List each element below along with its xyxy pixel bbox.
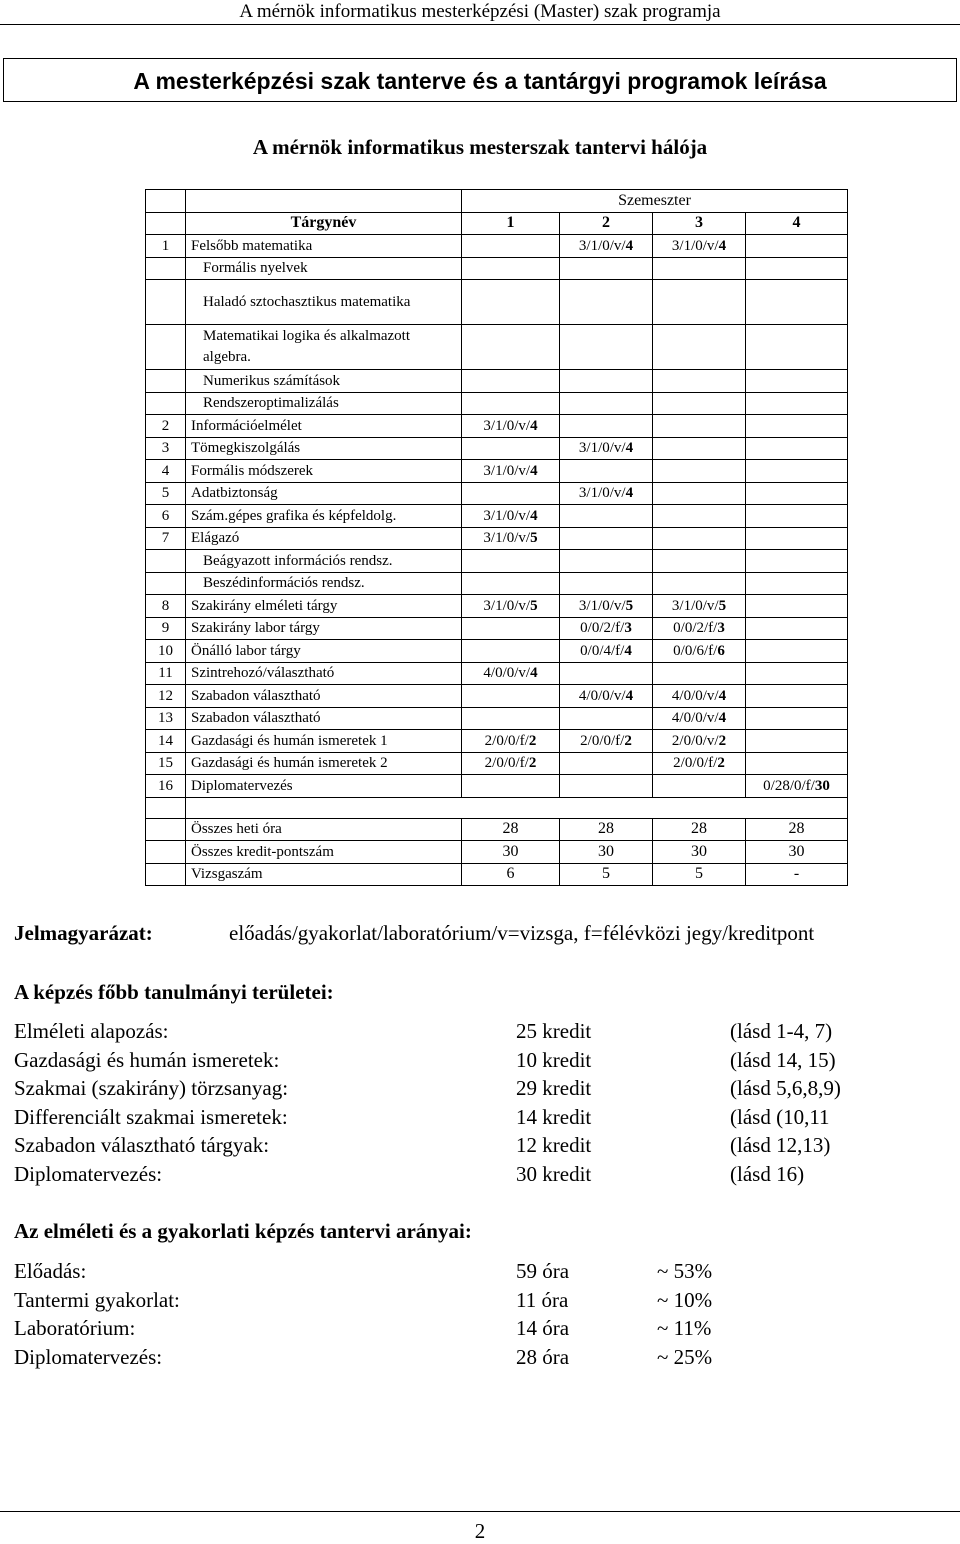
- ratio-hours: 28 óra: [516, 1344, 570, 1369]
- footer-rule: [0, 1511, 960, 1512]
- totals-row: [146, 818, 848, 841]
- semester-cell: [746, 257, 848, 280]
- row-number: [146, 257, 186, 280]
- subject-name: Elágazó: [186, 527, 462, 550]
- table-row: [146, 235, 848, 258]
- semester-cell: [653, 460, 746, 483]
- totals-value: 30: [746, 841, 848, 864]
- subject-name: Numerikus számítások: [186, 370, 462, 393]
- ratio-percent: ~ 25%: [657, 1344, 713, 1369]
- totals-label: Vizsgaszám: [186, 863, 462, 886]
- table-row: [146, 370, 848, 393]
- semester-cell: 4/0/0/v/4: [653, 707, 746, 730]
- row-number: 16: [146, 775, 186, 798]
- semester-cell: [560, 550, 653, 573]
- table-row: [146, 595, 848, 618]
- area-name: Differenciált szakmai ismeretek:: [14, 1104, 288, 1129]
- table-row: [146, 640, 848, 663]
- table-row: [146, 257, 848, 280]
- areas-title: A képzés főbb tanulmányi területei:: [14, 980, 334, 1004]
- area-name: Elméleti alapozás:: [14, 1019, 169, 1043]
- table-row: [146, 550, 848, 573]
- area-credit: 30 kredit: [516, 1162, 592, 1186]
- subject-name: Szintrehozó/választható: [186, 662, 462, 685]
- ratio-hours: 14 óra: [516, 1316, 570, 1341]
- subject-name: Gazdasági és humán ismeretek 1: [186, 730, 462, 753]
- semester-cell: 3/1/0/v/5: [653, 595, 746, 618]
- semester-cell: [462, 325, 560, 370]
- semester-cell: 3/1/0/v/4: [653, 235, 746, 258]
- ratio-percent: ~ 53%: [657, 1259, 713, 1283]
- semester-cell: [560, 505, 653, 528]
- semester-cell: [560, 527, 653, 550]
- section-subtitle: A mérnök informatikus mesterszak tantervi hálója: [252, 135, 708, 159]
- semester-cell: 0/28/0/f/30: [746, 775, 848, 798]
- row-number: 12: [146, 685, 186, 708]
- ratios-title: Az elméleti és a gyakorlati képzés tantervi arányai:: [14, 1219, 472, 1243]
- ratio-hours: 59 óra: [516, 1259, 570, 1283]
- row-number: 6: [146, 505, 186, 528]
- semester-number: 2: [560, 212, 653, 235]
- subject-name: Szakirány labor tárgy: [186, 617, 462, 640]
- area-name: Szakmai (szakirány) törzsanyag:: [14, 1076, 289, 1101]
- subject-name: Beágyazott információs rendsz.: [186, 550, 462, 573]
- subject-name: Gazdasági és humán ismeretek 2: [186, 752, 462, 775]
- totals-label: Összes kredit-pontszám: [186, 841, 462, 864]
- ratio-name: Diplomatervezés:: [14, 1344, 163, 1369]
- semester-cell: [653, 482, 746, 505]
- semester-cell: [462, 392, 560, 415]
- semester-cell: [746, 370, 848, 393]
- semester-cell: [560, 707, 653, 730]
- semester-cell: [653, 370, 746, 393]
- row-number: 11: [146, 662, 186, 685]
- totals-value: 28: [746, 818, 848, 841]
- row-number: 7: [146, 527, 186, 550]
- semester-cell: [746, 707, 848, 730]
- totals-blank-cell: [146, 818, 186, 841]
- semester-cell: 2/0/0/v/2: [653, 730, 746, 753]
- table-row: [146, 662, 848, 685]
- semester-cell: [746, 685, 848, 708]
- semester-cell: [462, 640, 560, 663]
- totals-row: [146, 863, 848, 886]
- semester-cell: [560, 662, 653, 685]
- semester-cell: [653, 572, 746, 595]
- table-row: [146, 685, 848, 708]
- area-name: Diplomatervezés:: [14, 1162, 163, 1186]
- table-row: [146, 482, 848, 505]
- semester-cell: [560, 370, 653, 393]
- semester-cell: [653, 662, 746, 685]
- semester-cell: [653, 775, 746, 798]
- semester-cell: [746, 325, 848, 370]
- semester-cell: [560, 775, 653, 798]
- semester-cell: [746, 752, 848, 775]
- subject-name: Beszédinformációs rendsz.: [186, 572, 462, 595]
- semester-cell: 3/1/0/v/4: [462, 505, 560, 528]
- semester-cell: [560, 415, 653, 438]
- table-row: [146, 392, 848, 415]
- totals-value: 30: [560, 841, 653, 864]
- area-reference: (lásd (10,11: [730, 1104, 830, 1129]
- area-credit: 25 kredit: [516, 1019, 592, 1043]
- subject-name: Önálló labor tárgy: [186, 640, 462, 663]
- curriculum-table-body: [146, 190, 848, 886]
- table-row: [146, 527, 848, 550]
- row-number: 14: [146, 730, 186, 753]
- area-credit: 14 kredit: [516, 1104, 592, 1129]
- row-number: 9: [146, 617, 186, 640]
- ratio-percent: ~ 10%: [657, 1287, 713, 1312]
- semester-cell: 4/0/0/v/4: [560, 685, 653, 708]
- totals-value: 28: [653, 818, 746, 841]
- table-row: [146, 460, 848, 483]
- table-row: [146, 775, 848, 798]
- row-number: [146, 325, 186, 370]
- semester-cell: [462, 235, 560, 258]
- semester-cell: [462, 370, 560, 393]
- semester-cell: 2/0/0/f/2: [653, 752, 746, 775]
- semester-cell: [653, 280, 746, 325]
- legend-text: előadás/gyakorlat/laboratórium/v=vizsga, f=félévközi jegy/kreditpont: [229, 921, 815, 945]
- semester-cell: 3/1/0/v/4: [560, 235, 653, 258]
- semester-cell: 4/0/0/v/4: [653, 685, 746, 708]
- ratio-percent: ~ 11%: [657, 1316, 712, 1341]
- ratio-name: Laboratórium:: [14, 1316, 136, 1341]
- totals-value: 28: [462, 818, 560, 841]
- table-spacer-row: [146, 797, 848, 818]
- subject-name: Adatbiztonság: [186, 482, 462, 505]
- totals-blank-cell: [146, 863, 186, 886]
- semester-cell: [653, 415, 746, 438]
- table-row: [146, 707, 848, 730]
- semester-cell: [462, 775, 560, 798]
- semester-cell: [746, 527, 848, 550]
- semester-cell: [653, 257, 746, 280]
- subject-name: Matematikai logika és alkalmazott algebra.: [186, 325, 462, 370]
- totals-value: 30: [653, 841, 746, 864]
- semester-cell: 0/0/2/f/3: [560, 617, 653, 640]
- semester-cell: [462, 257, 560, 280]
- semester-cell: 3/1/0/v/5: [560, 595, 653, 618]
- ratio-name: Tantermi gyakorlat:: [14, 1287, 180, 1312]
- semester-cell: [560, 460, 653, 483]
- row-number: 1: [146, 235, 186, 258]
- semester-cell: [653, 550, 746, 573]
- totals-value: 6: [462, 863, 560, 886]
- semester-cell: 0/0/6/f/6: [653, 640, 746, 663]
- semester-cell: [462, 685, 560, 708]
- table-subheader-row: [146, 212, 848, 235]
- row-number: 4: [146, 460, 186, 483]
- totals-value: 30: [462, 841, 560, 864]
- row-number: [146, 370, 186, 393]
- table-row: [146, 617, 848, 640]
- semester-cell: 3/1/0/v/4: [462, 415, 560, 438]
- semester-cell: [560, 325, 653, 370]
- table-header-row: [146, 190, 848, 213]
- semester-cell: [746, 572, 848, 595]
- row-number: [146, 572, 186, 595]
- semester-cell: [746, 505, 848, 528]
- semester-cell: [560, 280, 653, 325]
- page-title: A mesterképzési szak tanterve és a tantárgyi programok leírása: [3, 58, 957, 102]
- subject-name: Formális módszerek: [186, 460, 462, 483]
- totals-row: [146, 841, 848, 864]
- semester-cell: [746, 640, 848, 663]
- spacer-cell: [186, 797, 848, 818]
- semester-cell: [746, 437, 848, 460]
- curriculum-table: [145, 189, 848, 886]
- ratio-hours: 11 óra: [516, 1287, 569, 1312]
- semester-cell: [746, 415, 848, 438]
- semester-cell: 3/1/0/v/5: [462, 595, 560, 618]
- row-number: [146, 280, 186, 325]
- semester-cell: [746, 550, 848, 573]
- row-number: 10: [146, 640, 186, 663]
- subject-name: Diplomatervezés: [186, 775, 462, 798]
- semester-cell: 0/0/2/f/3: [653, 617, 746, 640]
- table-row: [146, 437, 848, 460]
- area-name: Szabadon választható tárgyak:: [14, 1133, 270, 1158]
- area-credit: 10 kredit: [516, 1047, 592, 1072]
- header-rule: [0, 24, 960, 25]
- totals-value: 28: [560, 818, 653, 841]
- semester-cell: [560, 392, 653, 415]
- semester-number: 4: [746, 212, 848, 235]
- semester-cell: 2/0/0/f/2: [462, 752, 560, 775]
- semester-cell: [653, 392, 746, 415]
- page-number: 2: [474, 1519, 486, 1543]
- row-number: 8: [146, 595, 186, 618]
- semester-cell: 3/1/0/v/4: [560, 437, 653, 460]
- header-blank-cell: [146, 212, 186, 235]
- semester-cell: [462, 572, 560, 595]
- running-header: A mérnök informatikus mesterképzési (Master) szak programja: [239, 1, 721, 22]
- subject-name: Rendszeroptimalizálás: [186, 392, 462, 415]
- semester-number: 1: [462, 212, 560, 235]
- semester-cell: [746, 595, 848, 618]
- semester-cell: [746, 482, 848, 505]
- semester-cell: [746, 392, 848, 415]
- semester-cell: 2/0/0/f/2: [462, 730, 560, 753]
- semester-cell: [746, 617, 848, 640]
- subject-name: Szabadon választható: [186, 685, 462, 708]
- semester-cell: [462, 707, 560, 730]
- subject-name: Információelmélet: [186, 415, 462, 438]
- semester-cell: [653, 527, 746, 550]
- table-row: [146, 325, 848, 370]
- table-row: [146, 730, 848, 753]
- semester-cell: [746, 730, 848, 753]
- semester-number: 3: [653, 212, 746, 235]
- table-row: [146, 752, 848, 775]
- table-row: [146, 415, 848, 438]
- table-row: [146, 505, 848, 528]
- area-reference: (lásd 1-4, 7): [730, 1019, 833, 1043]
- table-row: [146, 280, 848, 325]
- semester-cell: 0/0/4/f/4: [560, 640, 653, 663]
- row-number: 3: [146, 437, 186, 460]
- row-number: 15: [146, 752, 186, 775]
- area-credit: 29 kredit: [516, 1076, 592, 1101]
- totals-blank-cell: [146, 841, 186, 864]
- subject-name: Tömegkiszolgálás: [186, 437, 462, 460]
- semester-cell: [746, 280, 848, 325]
- area-reference: (lásd 12,13): [730, 1133, 831, 1158]
- subject-name: Szakirány elméleti tárgy: [186, 595, 462, 618]
- semester-header: Szemeszter: [462, 190, 848, 213]
- semester-cell: [746, 460, 848, 483]
- subject-name: Szám.gépes grafika és képfeldolg.: [186, 505, 462, 528]
- subject-name: Haladó sztochasztikus matematika: [186, 280, 462, 325]
- legend-label: Jelmagyarázat:: [14, 921, 153, 945]
- semester-cell: [653, 437, 746, 460]
- totals-value: 5: [560, 863, 653, 886]
- subject-header: Tárgynév: [186, 212, 462, 235]
- subject-name: Formális nyelvek: [186, 257, 462, 280]
- semester-cell: [560, 257, 653, 280]
- area-reference: (lásd 5,6,8,9): [730, 1076, 841, 1101]
- row-number: 2: [146, 415, 186, 438]
- totals-label: Összes heti óra: [186, 818, 462, 841]
- header-blank-cell: [186, 190, 462, 213]
- semester-cell: [462, 437, 560, 460]
- area-reference: (lásd 16): [730, 1162, 805, 1186]
- subject-name: Felsőbb matematika: [186, 235, 462, 258]
- semester-cell: 3/1/0/v/4: [462, 460, 560, 483]
- semester-cell: [462, 550, 560, 573]
- semester-cell: [746, 235, 848, 258]
- ratio-name: Előadás:: [14, 1259, 87, 1283]
- semester-cell: [560, 572, 653, 595]
- semester-cell: [462, 280, 560, 325]
- totals-value: 5: [653, 863, 746, 886]
- area-name: Gazdasági és humán ismeretek:: [14, 1047, 280, 1072]
- header-blank-cell: [146, 190, 186, 213]
- spacer-cell: [146, 797, 186, 818]
- row-number: [146, 550, 186, 573]
- semester-cell: 3/1/0/v/5: [462, 527, 560, 550]
- semester-cell: 4/0/0/v/4: [462, 662, 560, 685]
- semester-cell: [462, 482, 560, 505]
- row-number: 13: [146, 707, 186, 730]
- semester-cell: [560, 752, 653, 775]
- semester-cell: 3/1/0/v/4: [560, 482, 653, 505]
- semester-cell: [653, 325, 746, 370]
- area-reference: (lásd 14, 15): [730, 1047, 836, 1072]
- semester-cell: [462, 617, 560, 640]
- area-credit: 12 kredit: [516, 1133, 592, 1158]
- totals-value: -: [746, 863, 848, 886]
- semester-cell: [653, 505, 746, 528]
- row-number: [146, 392, 186, 415]
- semester-cell: [746, 662, 848, 685]
- row-number: 5: [146, 482, 186, 505]
- semester-cell: 2/0/0/f/2: [560, 730, 653, 753]
- subject-name: Szabadon választható: [186, 707, 462, 730]
- table-row: [146, 572, 848, 595]
